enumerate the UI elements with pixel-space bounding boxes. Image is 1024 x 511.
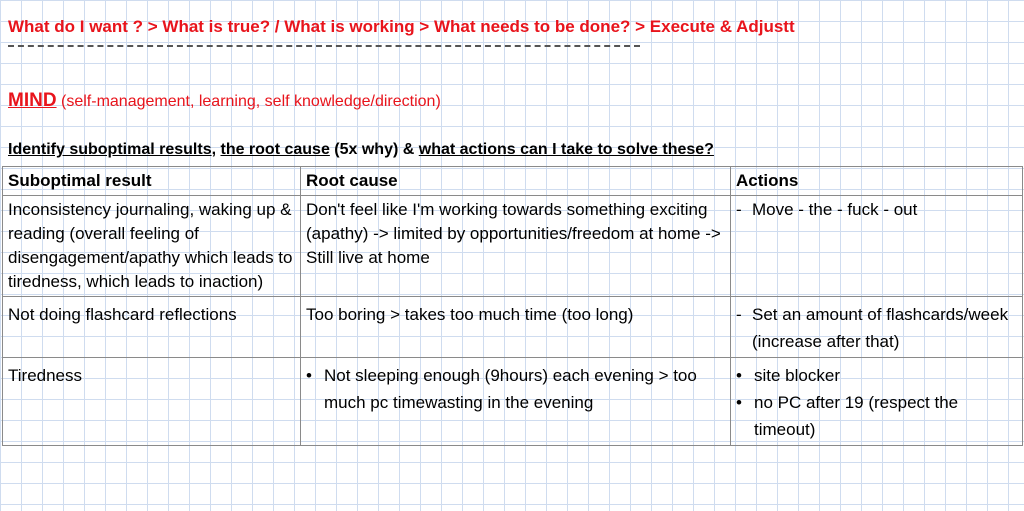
cause-text: Not sleeping enough (9hours) each evening > too much pc timewasting in the evening	[324, 366, 697, 412]
header-actions: Actions	[731, 167, 1023, 196]
dash-marker: -	[736, 200, 742, 219]
bullet-marker: •	[736, 366, 742, 385]
analysis-table	[2, 166, 1023, 446]
cause-cell: Don't feel like I'm working towards something exciting (apathy) -> limited by opportunities/freedom at home -> Still live at home	[301, 196, 731, 297]
cause-cell	[301, 358, 731, 446]
mind-title: MIND	[8, 90, 57, 111]
actions-cell	[731, 196, 1023, 297]
bullet-marker: •	[736, 393, 742, 412]
action-text: Set an amount of flashcards/week (increase after that)	[752, 305, 1009, 351]
instruction-sep1: ,	[211, 141, 221, 158]
result-cell: Tiredness	[3, 358, 301, 446]
actions-cell	[731, 358, 1023, 446]
mind-heading	[8, 90, 441, 112]
action-item	[736, 198, 1017, 222]
cause-item	[306, 362, 725, 416]
action-text: site blocker	[754, 366, 840, 385]
instruction-part1: Identify suboptimal results	[8, 141, 212, 158]
instruction-part2: the root cause	[220, 141, 330, 158]
action-item	[736, 362, 1017, 389]
dashed-divider	[8, 45, 640, 47]
instruction-sep2: (5x why) &	[329, 141, 419, 158]
table-row	[3, 196, 1023, 297]
result-cell: Not doing flashcard reflections	[3, 297, 301, 358]
instruction-part3: what actions can I take to solve these?	[418, 141, 714, 158]
action-text: no PC after 19 (respect the timeout)	[754, 393, 959, 439]
actions-cell	[731, 297, 1023, 358]
cause-cell: Too boring > takes too much time (too long)	[301, 297, 731, 358]
table-header-row	[3, 167, 1023, 196]
table-row	[3, 297, 1023, 358]
bullet-marker: •	[306, 366, 312, 385]
header-root-cause: Root cause	[301, 167, 731, 196]
action-item	[736, 389, 1017, 443]
result-cell: Inconsistency journaling, waking up & reading (overall feeling of disengagement/apathy which leads to tiredness, which leads to inaction)	[3, 196, 301, 297]
action-item	[736, 301, 1017, 355]
instruction-line	[8, 141, 714, 159]
mind-subtitle: (self-management, learning, self knowledge/direction)	[61, 93, 441, 110]
dash-marker: -	[736, 305, 742, 324]
table-row	[3, 358, 1023, 446]
header-suboptimal-result: Suboptimal result	[3, 167, 301, 196]
action-text: Move - the - fuck - out	[752, 200, 918, 219]
header-title: What do I want ? > What is true? / What is working > What needs to be done? > Execute & Adjustt	[8, 17, 795, 36]
